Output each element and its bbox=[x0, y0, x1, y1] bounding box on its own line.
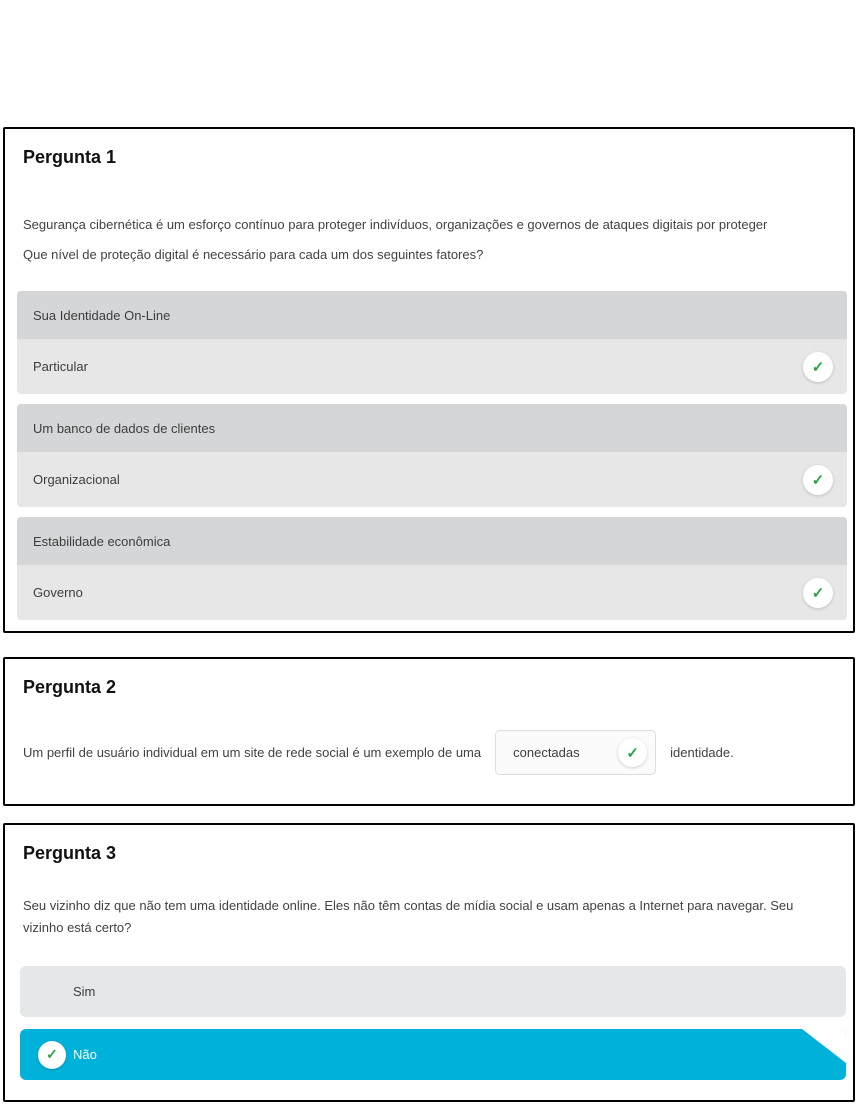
sentence-before-blank: Um perfil de usuário individual em um site de rede social é um exemplo de uma bbox=[23, 745, 482, 760]
check-icon bbox=[38, 1041, 66, 1069]
check-glyph: ✓ bbox=[46, 1046, 58, 1062]
matching-group-3 bbox=[17, 517, 847, 620]
question-1-intro: Segurança cibernética é um esforço contínuo para proteger indivíduos, organizações e governos de ataques digitais por proteger bbox=[23, 217, 768, 232]
matching-prompt-label: Estabilidade econômica bbox=[33, 533, 171, 549]
matching-group-2 bbox=[17, 404, 847, 507]
question-2-card bbox=[3, 657, 855, 806]
question-3-text: Seu vizinho diz que não tem uma identidade online. Eles não têm contas de mídia social e usam apenas a Internet para navegar. Seu vizinho está certo? bbox=[23, 898, 794, 935]
option-sim[interactable] bbox=[20, 966, 846, 1017]
matching-answer-label: Particular bbox=[33, 359, 88, 374]
matching-prompt-label: Sua Identidade On-Line bbox=[33, 307, 171, 323]
option-label: Sim bbox=[73, 984, 96, 999]
check-icon bbox=[803, 465, 833, 495]
matching-prompt-label: Um banco de dados de clientes bbox=[33, 420, 216, 436]
option-label: Não bbox=[73, 1047, 97, 1062]
option-nao-selected[interactable] bbox=[20, 1029, 846, 1080]
matching-answer-row[interactable] bbox=[17, 565, 847, 620]
matching-group-1 bbox=[17, 291, 847, 394]
question-2-title: Pergunta 2 bbox=[23, 677, 117, 697]
dropdown-selected-value: conectadas bbox=[513, 745, 580, 760]
question-1-title: Pergunta 1 bbox=[23, 147, 117, 167]
matching-answer-label: Organizacional bbox=[33, 472, 120, 487]
check-glyph: ✓ bbox=[811, 471, 825, 489]
options-list bbox=[20, 966, 846, 1080]
fill-in-blank-row bbox=[23, 730, 835, 775]
matching-prompt-row bbox=[17, 404, 847, 452]
matching-list bbox=[17, 291, 847, 620]
check-glyph: ✓ bbox=[811, 584, 825, 602]
matching-prompt-row bbox=[17, 291, 847, 339]
question-3-card bbox=[3, 823, 855, 1102]
check-icon bbox=[803, 352, 833, 382]
question-1-prompt: Que nível de proteção digital é necessário para cada um dos seguintes fatores? bbox=[23, 247, 484, 262]
corner-fold-decoration bbox=[802, 1029, 846, 1063]
matching-answer-row[interactable] bbox=[17, 339, 847, 394]
sentence-after-blank: identidade. bbox=[670, 745, 734, 760]
matching-prompt-row bbox=[17, 517, 847, 565]
check-icon bbox=[618, 738, 647, 767]
question-1-card bbox=[3, 127, 855, 633]
answer-dropdown[interactable] bbox=[495, 730, 656, 775]
check-glyph: ✓ bbox=[811, 358, 825, 376]
matching-answer-label: Governo bbox=[33, 585, 83, 600]
question-3-title: Pergunta 3 bbox=[23, 843, 117, 863]
check-icon bbox=[803, 578, 833, 608]
matching-answer-row[interactable] bbox=[17, 452, 847, 507]
check-glyph: ✓ bbox=[626, 744, 639, 762]
